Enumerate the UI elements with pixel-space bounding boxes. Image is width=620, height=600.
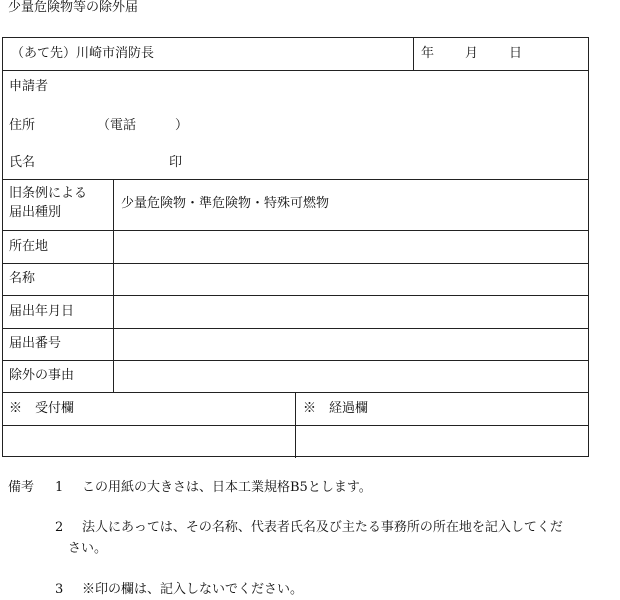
divider-line: [3, 230, 588, 231]
divider-line: [3, 328, 588, 329]
reception-label: ※ 受付欄: [9, 401, 75, 416]
applicant-heading: 申請者: [9, 79, 49, 94]
note-text: ※印の欄は、記入しないでください。: [82, 582, 304, 597]
divider-line: [3, 263, 588, 264]
exclusion-reason-label: 除外の事由: [9, 368, 75, 383]
phone-label: （電話 ）: [97, 118, 189, 133]
divider-line: [3, 425, 588, 426]
note-number: 3: [55, 582, 64, 597]
filing-date-label: 届出年月日: [9, 304, 75, 319]
divider-line: [3, 360, 588, 361]
filing-number-label: 届出番号: [9, 336, 62, 351]
notes-heading: 備考: [8, 480, 35, 495]
note-number: 1: [55, 480, 64, 495]
location-label: 所在地: [9, 239, 49, 254]
divider-line: [3, 70, 588, 71]
note-number: 2: [55, 520, 64, 535]
category-label-line1: 旧条例による: [9, 186, 88, 201]
address-label: 住所: [9, 118, 36, 133]
date-month-label: 月: [465, 46, 479, 61]
form-title: 少量危険物等の除外届: [8, 0, 139, 15]
note-text: この用紙の大きさは、日本工業規格B5とします。: [82, 480, 372, 495]
category-label-line2: 届出種別: [9, 205, 62, 220]
name-label: 氏名: [9, 155, 36, 170]
facility-name-label: 名称: [9, 271, 36, 286]
date-day-label: 日: [509, 46, 523, 61]
seal-label: 印: [169, 155, 183, 170]
divider-line: [3, 295, 588, 296]
note-text-continued: さい。: [68, 541, 108, 556]
category-options: 少量危険物・準危険物・特殊可燃物: [121, 196, 330, 211]
divider-line: [3, 179, 588, 180]
progress-label: ※ 経過欄: [303, 401, 369, 416]
note-text: 法人にあっては、その名称、代表者氏名及び主たる事務所の所在地を記入してくだ: [82, 520, 563, 535]
divider-date: [413, 38, 414, 70]
addressee: （あて先）川崎市消防長: [11, 46, 155, 61]
form-table: [2, 37, 589, 457]
date-year-label: 年: [421, 46, 435, 61]
